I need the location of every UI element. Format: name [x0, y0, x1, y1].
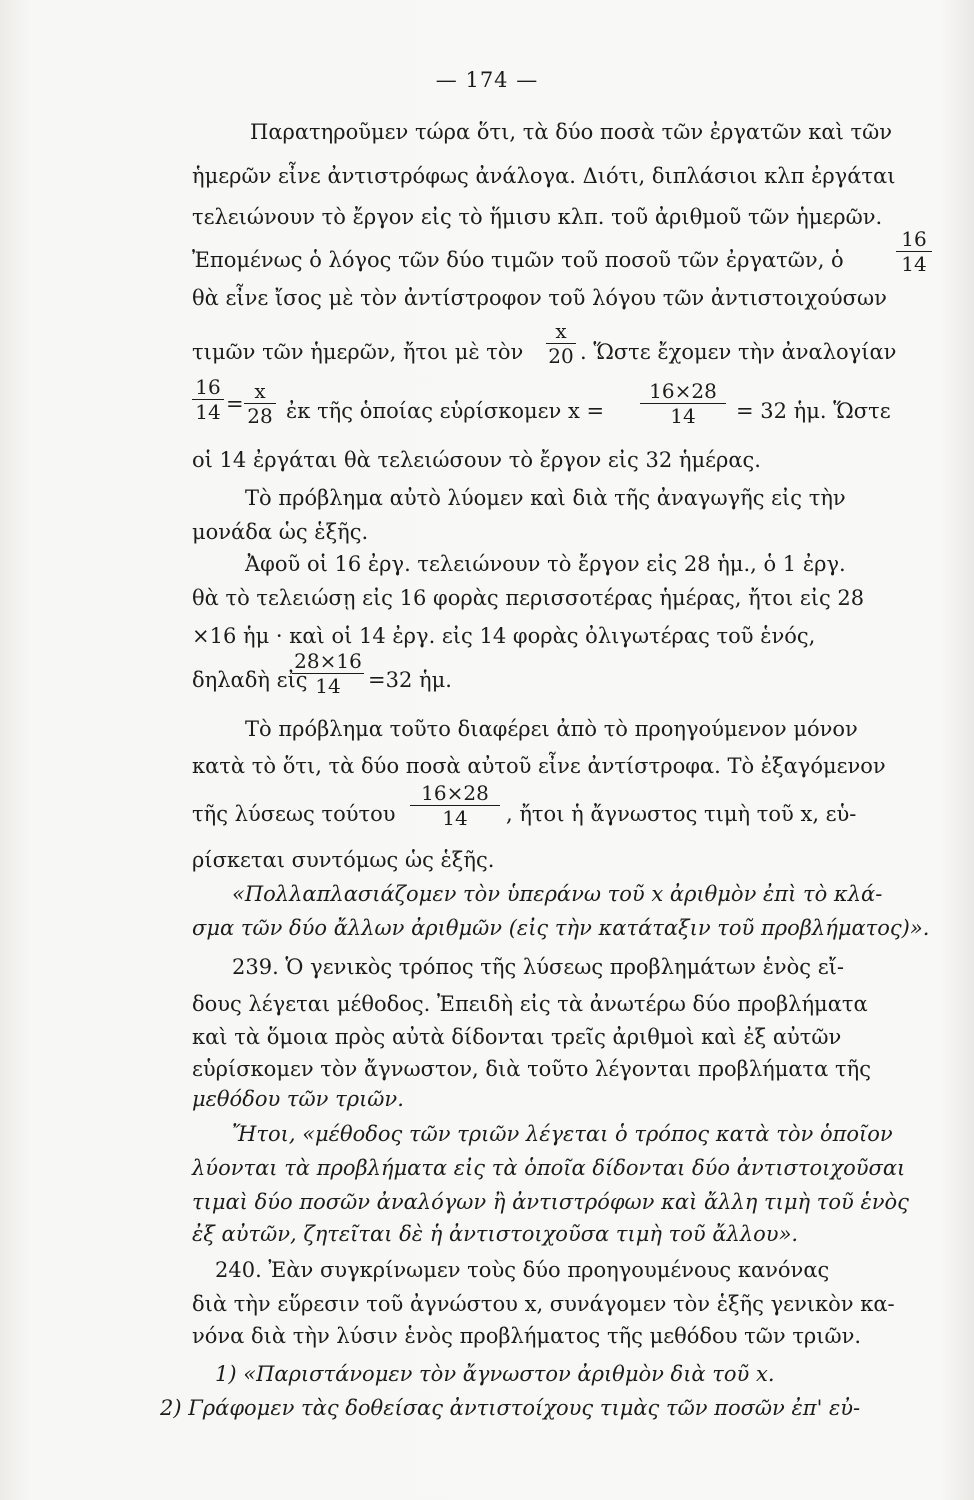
- text-line: λύονται τὰ προβλήματα εἰς τὰ ὁποῖα δίδονται δύο ἀντιστοιχοῦσαι: [192, 1156, 906, 1180]
- text-line: ἡμερῶν εἶνε ἀντιστρόφως ἀνάλογα. Διότι, διπλάσιοι κλπ ἐργάται: [192, 164, 896, 188]
- text-line: τελειώνουν τὸ ἔργον εἰς τὸ ἥμισυ κλπ. τοῦ ἀριθμοῦ τῶν ἡμερῶν.: [192, 205, 883, 229]
- fraction-numerator: 16×28: [421, 781, 489, 805]
- equals-sign: =: [226, 392, 244, 416]
- text-line: μονάδα ὡς ἑξῆς.: [192, 520, 369, 544]
- fraction: [640, 380, 726, 427]
- text-line: , ἤτοι ἡ ἄγνωστος τιμὴ τοῦ x, εὑ-: [506, 802, 857, 826]
- text-line: ×16 ἡμ · καὶ οἱ 14 ἐργ. εἰς 14 φορὰς ὀλιγωτέρας τοῦ ἑνός,: [192, 624, 816, 648]
- text-line: Παρατηροῦμεν τώρα ὅτι, τὰ δύο ποσὰ τῶν ἐργατῶν καὶ τῶν: [250, 120, 893, 144]
- text-line: θὰ εἶνε ἴσος μὲ τὸν ἀντίστροφον τοῦ λόγου τῶν ἀντιστοιχούσων: [192, 286, 887, 310]
- text-line: ἐξ αὐτῶν, ζητεῖται δὲ ἡ ἀντιστοιχοῦσα τιμὴ τοῦ ἄλλου».: [192, 1222, 799, 1246]
- text-line: οἱ 14 ἐργάται θὰ τελειώσουν τὸ ἔργον εἰς 32 ἡμέρας.: [192, 448, 761, 472]
- text-line: . Ὥστε ἔχομεν τὴν ἀναλογίαν: [580, 340, 897, 364]
- text-line: εὑρίσκομεν τὸν ἄγνωστον, διὰ τοῦτο λέγονται προβλήματα τῆς: [192, 1057, 871, 1081]
- text-line: ἐκ τῆς ὁποίας εὑρίσκομεν x =: [286, 399, 605, 423]
- fraction-numerator: x: [254, 379, 266, 403]
- text-line: Ἤτοι, «μέθοδος τῶν τριῶν λέγεται ὁ τρόπος κατὰ τὸν ὁποῖον: [232, 1122, 893, 1146]
- fraction-numerator: 16: [901, 227, 927, 251]
- text-line: διὰ τὴν εὕρεσιν τοῦ ἀγνώστου x, συνάγομεν τὸν ἑξῆς γενικὸν κα-: [192, 1292, 895, 1316]
- text-line: τιμαὶ δύο ποσῶν ἀναλόγων ἢ ἀντιστρόφων καὶ ἄλλη τιμὴ τοῦ ἑνὸς: [192, 1190, 909, 1214]
- fraction-denominator: 14: [195, 400, 221, 424]
- text-line: = 32 ἡμ. Ὥστε: [736, 399, 891, 423]
- page-number: — 174 —: [435, 68, 539, 92]
- text-line: 240. Ἐὰν συγκρίνωμεν τοὺς δύο προηγουμένους κανόνας: [215, 1258, 830, 1282]
- fraction-denominator: 14: [315, 674, 341, 698]
- text-line: 239. Ὁ γενικὸς τρόπος τῆς λύσεως προβλημάτων ἑνὸς εἴ-: [232, 955, 844, 979]
- text-line: =32 ἡμ.: [368, 668, 452, 692]
- fraction-denominator: 28: [247, 404, 273, 428]
- text-line: δους λέγεται μέθοδος. Ἐπειδὴ εἰς τὰ ἀνωτέρω δύο προβλήματα: [192, 992, 868, 1016]
- fraction: [546, 320, 576, 367]
- text-line: σμα τῶν δύο ἄλλων ἀριθμῶν (εἰς τὴν κατάταξιν τοῦ προβλήματος)».: [192, 916, 930, 940]
- text-line: Τὸ πρόβλημα τοῦτο διαφέρει ἀπὸ τὸ προηγούμενον μόνον: [245, 717, 858, 741]
- text-line: μεθόδου τῶν τριῶν.: [192, 1087, 404, 1111]
- text-line: Ἀφοῦ οἱ 16 ἐργ. τελειώνουν τὸ ἔργον εἰς 28 ἡμ., ὁ 1 ἐργ.: [245, 552, 846, 576]
- text-line: καὶ τὰ ὅμοια πρὸς αὐτὰ δίδονται τρεῖς ἀριθμοὶ καὶ ἐξ αὐτῶν: [192, 1025, 842, 1049]
- text-line: ρίσκεται συντόμως ὡς ἑξῆς.: [192, 848, 495, 872]
- fraction-denominator: 14: [670, 404, 696, 428]
- fraction-numerator: x: [555, 319, 567, 343]
- fraction-numerator: 28×16: [294, 649, 362, 673]
- text-line: τιμῶν τῶν ἡμερῶν, ἤτοι μὲ τὸν: [192, 340, 524, 364]
- text-line: θὰ τὸ τελειώσῃ εἰς 16 φορὰς περισσοτέρας ἡμέρας, ἤτοι εἰς 28: [192, 586, 865, 610]
- fraction: [244, 380, 276, 427]
- text-line: «Πολλαπλασιάζομεν τὸν ὑπεράνω τοῦ x ἀριθμὸν ἐπὶ τὸ κλά-: [232, 882, 883, 906]
- fraction-denominator: 20: [548, 344, 574, 368]
- fraction: [410, 782, 500, 829]
- fraction-denominator: 14: [442, 806, 468, 830]
- text-line: δηλαδὴ εἰς: [192, 668, 308, 692]
- fraction-numerator: 16×28: [649, 379, 717, 403]
- text-line: νόνα διὰ τὴν λύσιν ἑνὸς προβλήματος τῆς μεθόδου τῶν τριῶν.: [192, 1324, 862, 1348]
- text-line: Τὸ πρόβλημα αὐτὸ λύομεν καὶ διὰ τῆς ἀναγωγῆς εἰς τὴν: [245, 486, 846, 510]
- text-line: 1) «Παριστάνομεν τὸν ἄγνωστον ἀριθμὸν διὰ τοῦ x.: [215, 1362, 775, 1386]
- text-line: 2) Γράφομεν τὰς δοθείσας ἀντιστοίχους τιμὰς τῶν ποσῶν ἐπ' εὐ-: [160, 1396, 861, 1420]
- text-line: Ἐπομένως ὁ λόγος τῶν δύο τιμῶν τοῦ ποσοῦ τῶν ἐργατῶν, ὁ: [192, 248, 844, 272]
- fraction: [292, 650, 364, 697]
- fraction-numerator: 16: [195, 375, 221, 399]
- text-line: κατὰ τὸ ὅτι, τὰ δύο ποσὰ αὐτοῦ εἶνε ἀντίστροφα. Τὸ ἐξαγόμενον: [192, 754, 886, 778]
- fraction: [896, 228, 932, 275]
- text-line: τῆς λύσεως τούτου: [192, 802, 396, 826]
- fraction-denominator: 14: [901, 252, 927, 276]
- fraction: [192, 376, 224, 423]
